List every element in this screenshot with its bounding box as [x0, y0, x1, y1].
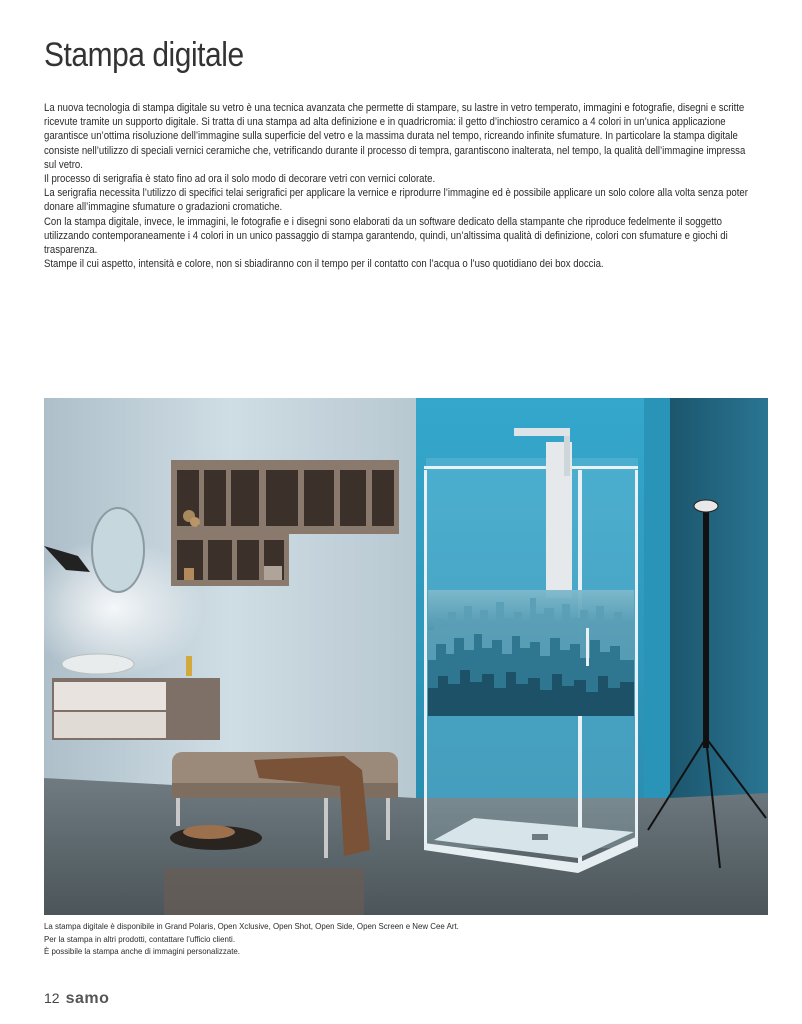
caption-line: Per la stampa in altri prodotti, contattare l’ufficio clienti. — [44, 933, 236, 944]
brand-logo: samo — [65, 990, 110, 1007]
paragraph: La serigrafia necessita l’utilizzo di specifici telai serigrafici per applicare la vernice e riprodurre l’immagine ed è possibile applicare un solo colore alla volta senza poter donare all’immagine sfumature o gradazioni cromatiche. — [44, 187, 748, 214]
paragraph: Stampe il cui aspetto, intensità e colore, non si sbiadiranno con il tempo per il contatto con l’acqua o l’uso quotidiano dei box doccia. — [44, 258, 604, 271]
paragraph: Il processo di serigrafia è stato fino ad ora il solo modo di decorare vetri con vernici colorate. — [44, 173, 436, 186]
paragraph: La nuova tecnologia di stampa digitale su vetro è una tecnica avanzata che permette di stampare, su lastre in vetro temperato, immagini e fotografie, disegni e scritte ricevute tramite un supporto digitale. Si tratta di una stampa ad alta definizione e in quadricromia: il getto d’inchiostro ceramico a 4 colori in un’unica applicazione garantisce un’ottima risoluzione dell’immagine sulla superficie del vetro e la massima durata nel tempo, ricreando infinite sfumature. In particolare la stampa digitale consiste nell’utilizzo di speciali vernici ceramiche che, vetrificando durante il processo di tempra, garantiscono inalterata, nel tempo, la qualità dell’immagine impressa sul vetro. — [44, 102, 746, 171]
body-text — [44, 101, 759, 271]
photo-caption — [44, 920, 706, 958]
page-footer — [44, 990, 109, 1008]
caption-line: La stampa digitale è disponibile in Grand Polaris, Open Xclusive, Open Shot, Open Side, Open Screen e New Cee Art. — [44, 921, 459, 931]
bathroom-photo — [44, 398, 768, 915]
page-number: 12 — [44, 990, 60, 1006]
caption-line: È possibile la stampa anche di immagini personalizzate. — [44, 946, 241, 957]
paragraph: Con la stampa digitale, invece, le immagini, le fotografie e i disegni sono elaborati da un software dedicato della stampante che riproduce fedelmente il soggetto utilizzando contemporaneamente i 4 colori in un unico passaggio di stampa garantendo, quindi, un’altissima qualità di definizione, colori con sfumature e giochi di trasparenza. — [44, 215, 728, 257]
page-title: Stampa digitale — [44, 36, 244, 74]
